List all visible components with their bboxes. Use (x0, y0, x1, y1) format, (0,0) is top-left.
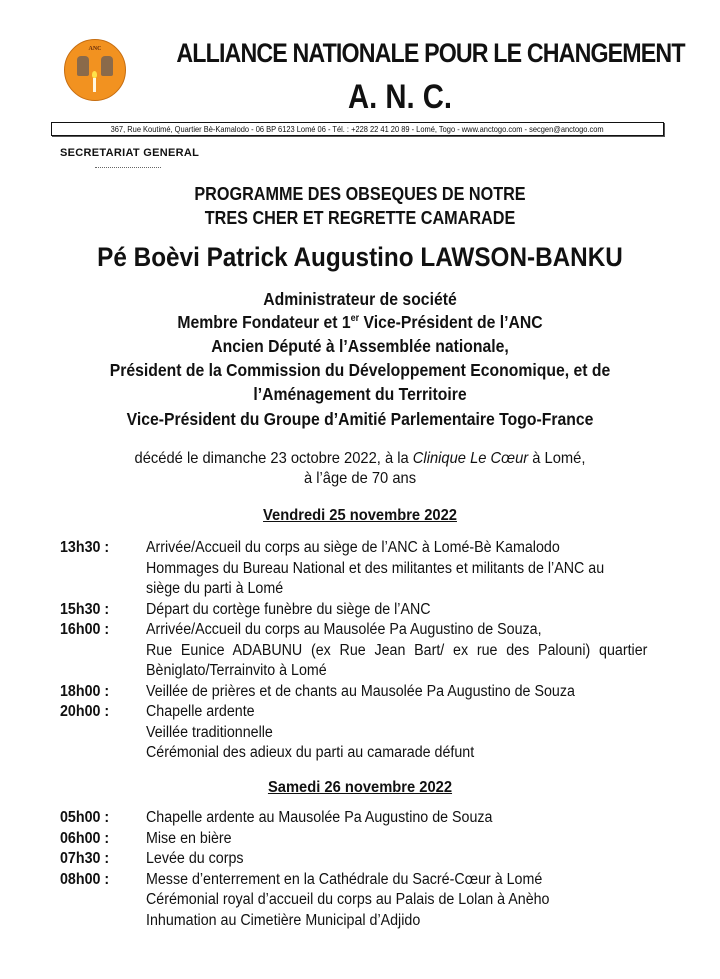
event-time: 18h00 : (60, 682, 110, 700)
logo-candle (93, 78, 96, 92)
schedule-row (60, 702, 660, 764)
schedule-row (60, 538, 660, 600)
logo-figure-left (77, 56, 89, 76)
event-desc: Arrivée/Accueil du corps au siège de l’ANC à Lomé-Bè Kamalodo (146, 539, 560, 556)
event-desc: Cérémonial royal d’accueil du corps au Palais de Lolan à Anèho (146, 891, 550, 908)
address-text: 367, Rue Koutimé, Quartier Bè-Kamalodo - 06 BP 6123 Lomé 06 - Tél. : +228 22 41 20 89 - Lomé, Togo - www.anctogo.com - secgen@anctogo.com (110, 124, 605, 134)
role-line-2 (36, 312, 684, 333)
dotted-divider (95, 167, 161, 168)
death-notice-b: à Lomé, (528, 450, 586, 467)
event-desc: Bèniglato/Terrainvito à Lomé (146, 662, 327, 679)
event-time: 15h30 : (60, 600, 110, 618)
event-desc: Départ du cortège funèbre du siège de l’ANC (146, 600, 431, 618)
death-age: à l’âge de 70 ans (303, 470, 417, 487)
role-line-2-a: Membre Fondateur et 1 (177, 312, 351, 332)
event-desc: Hommages du Bureau National et des militantes et militants de l’ANC au (146, 559, 605, 577)
schedule-friday (60, 538, 660, 764)
event-desc: Chapelle ardente au Mausolée Pa Augustino de Souza (146, 809, 493, 826)
role-line-5: l’Aménagement du Territoire (253, 384, 467, 404)
day-heading-friday: Vendredi 25 novembre 2022 (263, 507, 457, 524)
event-time: 13h30 : (60, 539, 110, 556)
schedule-row (60, 620, 660, 682)
department-label: SECRETARIAT GENERAL (60, 147, 200, 159)
anc-party-logo-icon (64, 39, 126, 101)
event-desc: Cérémonial des adieux du parti au camarade défunt (146, 744, 475, 761)
event-desc: Veillée de prières et de chants au Mausolée Pa Augustino de Souza (146, 682, 575, 700)
event-time: 08h00 : (60, 870, 110, 888)
deceased-name: Pé Boèvi Patrick Augustino LAWSON-BANKU (97, 242, 623, 272)
event-time: 06h00 : (60, 829, 110, 847)
event-desc: siège du parti à Lomé (146, 580, 284, 597)
death-place: Clinique Le Cœur (412, 450, 529, 467)
event-desc: Veillée traditionnelle (146, 723, 273, 741)
logo-flame (92, 71, 97, 78)
schedule-row (60, 682, 660, 703)
schedule-saturday (60, 808, 660, 931)
organization-abbreviation: A. N. C. (348, 78, 452, 116)
event-desc: Rue Eunice ADABUNU (ex Rue Jean Bart/ ex rue des Palouni) quartier (146, 641, 648, 659)
schedule-row (60, 808, 660, 829)
role-line-1: Administrateur de société (263, 289, 457, 309)
event-time: 05h00 : (60, 809, 110, 826)
role-line-4: Président de la Commission du Développement Economique, et de (109, 360, 611, 380)
schedule-row (60, 600, 660, 621)
event-desc: Arrivée/Accueil du corps au Mausolée Pa Augustino de Souza, (146, 621, 542, 638)
logo-figure-right (101, 56, 113, 76)
organization-name: ALLIANCE NATIONALE POUR LE CHANGEMENT (176, 38, 685, 68)
programme-title-line-1: PROGRAMME DES OBSEQUES DE NOTRE (194, 184, 526, 204)
programme-title-line-2: TRES CHER ET REGRETTE CAMARADE (204, 208, 516, 228)
event-time: 16h00 : (60, 621, 110, 638)
address-bar (51, 122, 664, 136)
death-notice-a: décédé le dimanche 23 octobre 2022, à la (134, 450, 413, 467)
death-notice (29, 450, 691, 468)
event-desc: Inhumation au Cimetière Municipal d’Adjido (146, 911, 421, 929)
event-desc: Messe d’enterrement en la Cathédrale du Sacré-Cœur à Lomé (146, 870, 543, 888)
role-line-2-sup: er (350, 313, 360, 325)
logo-text: ANC (88, 46, 102, 52)
schedule-row (60, 870, 660, 932)
event-desc: Mise en bière (146, 829, 232, 847)
event-desc: Levée du corps (146, 850, 244, 867)
role-line-2-b: Vice-Président de l’ANC (359, 312, 543, 332)
event-time: 20h00 : (60, 703, 110, 720)
schedule-row (60, 849, 660, 870)
event-desc: Chapelle ardente (146, 703, 255, 720)
day-heading-saturday: Samedi 26 novembre 2022 (267, 779, 453, 796)
schedule-row (60, 829, 660, 850)
event-time: 07h30 : (60, 850, 110, 867)
role-line-3: Ancien Député à l’Assemblée nationale, (211, 336, 509, 356)
role-line-6: Vice-Président du Groupe d’Amitié Parlementaire Togo-France (126, 409, 594, 429)
